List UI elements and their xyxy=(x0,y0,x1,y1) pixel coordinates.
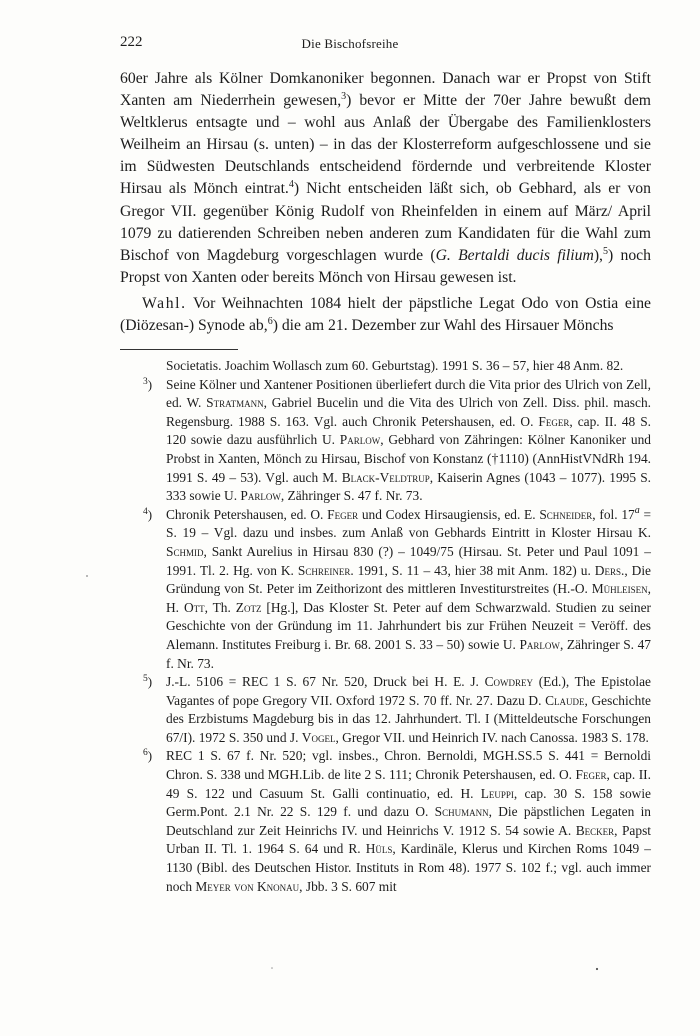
footnotes xyxy=(120,357,651,896)
footnote-5: $^5$) J.-L. 5106 = REC 1 S. 67 Nr. 520, Druck bei H. E. J. Cowdrey (Ed.), The Epistolae Vagantes of pope Gregory VII. Oxford 1972 S. 70 ff. Nr. 27. Dazu D. Claude, Geschichte des Erzbistums Magdeburg bis in das 12. Jahrhundert. Tl. I (Mitteldeutsche Forschungen 67/I). 1972 S. 350 und J. Vogel, Gregor VII. und Heinrich IV. nach Canossa. 1983 S. 178. xyxy=(143,674,651,745)
footnote-3: $^3$) Seine Kölner und Xantener Positionen überliefert durch die Vita prior des Ulrich von Zell, ed. W. Stratmann, Gabriel Bucelin und die Vita des Ulrich von Zell. Diss. phil. masch. Regensburg. 1988 S. 163. Vgl. auch Chronik Petershausen, ed. O. Feger, cap. II. 48 S. 120 sowie dazu ausführlich U. Parlow, Gebhard von Zähringen: Kölner Kanoniker und Probst in Xanten, Mönch zu Hirsau, Bischof von Konstanz (†1110) (AnnHistVNdRh 194. 1991 S. 49 – 53). Vgl. auch M. Black-Veldtrup, Kaiserin Agnes (1043 – 1077). 1995 S. 333 sowie U. Parlow, Zähringer S. 47 f. Nr. 73. xyxy=(143,376,651,504)
footnote-6: $^6$) REC 1 S. 67 f. Nr. 520; vgl. insbes., Chron. Bernoldi, MGH.SS.5 S. 441 = Bernoldi Chron. S. 338 und MGH.Lib. de lite 2 S. 111; Chronik Petershausen, ed. O. Feger, cap. II. 49 S. 122 und Casuum St. Galli continuatio, ed. H. Leuppi, cap. 30 S. 158 sowie Germ.Pont. 2.1 Nr. 22 S. 129 f. und dazu O. Schumann, Die päpstlichen Legaten in Deutschland zur Zeit Heinrichs IV. und Heinrichs V. 1912 S. 54 sowie A. Becker, Papst Urban II. Tl. 1. 1964 S. 64 und R. Hüls, Kardinäle, Klerus und Kirchen Roms 1049 – 1130 (Bibl. des Deutschen Histor. Instituts in Rom 48). 1977 S. 102 f.; vgl. auch immer noch Meyer von Knonau, Jbb. 3 S. 607 mit xyxy=(143,748,652,894)
footnote-continuation: Societatis. Joachim Wollasch zum 60. Geburtstag). 1991 S. 36 – 57, hier 48 Anm. 82. xyxy=(166,358,624,373)
footnote-mark: $^3$) xyxy=(143,376,153,392)
footnote-mark: $^4$) xyxy=(143,506,153,522)
main-text xyxy=(120,68,651,337)
footnote-mark: $^6$) xyxy=(143,748,153,764)
footnote-mark: $^5$) xyxy=(143,674,153,690)
paragraph: Wahl. Vor Weihnachten 1084 hielt der päpstliche Legat Odo von Ostia eine (Diözesan-) Synode ab,$^6$) die am 21. Dezember zur Wahl des Hirsauer Mönchs xyxy=(120,294,651,335)
footnote-4: $^4$) Chronik Petershausen, ed. O. Feger und Codex Hirsaugiensis, ed. E. Schneider, fol. $17^a = S$. 19 – Vgl. dazu und insbes. zum Anlaß von Gebhards Eintritt in Kloster Hirsau K. Schmid, Sankt Aurelius in Hirsau 830 (?) – 1049/75 (Hirsau. St. Peter und Paul 1091 – 1991. Tl. 2. Hg. von K. Schreiner. 1991, S. 11 – 43, hier 38 mit Anm. 182) u. Ders., Die Gründung von St. Peter im Zeithorizont des mittleren Investiturstreites (H.-O. Mühleisen, H. Ott, Th. Zotz [Hg.], Das Kloster St. Peter auf dem Schwarzwald. Studien zu seiner Geschichte von der Gründung im 11. Jahrhundert bis zur Frühen Neuzeit = Veröff. des Alemann. Institutes Freiburg i. Br. 68. 2001 S. 33 – 50) sowie U. Parlow, Zähringer S. 47 f. Nr. 73. xyxy=(143,504,652,671)
section-keyword: Wahl. xyxy=(142,294,187,312)
footnote-ref: 6 xyxy=(267,316,273,328)
footnote-rule xyxy=(120,349,238,350)
footnote-ref: 4 xyxy=(288,179,294,191)
citation-italic: G. Bertaldi ducis filium xyxy=(435,246,594,264)
page-number: 222 xyxy=(120,34,143,50)
paragraph: 60er Jahre als Kölner Domkanoniker begonnen. Danach war er Propst von Stift Xanten am Niederrhein gewesen,$^3$) bevor er Mitte der 70er Jahre bewußt dem Weltklerus entsagte und – wohl aus Anlaß der Übergabe des Familienklosters Weilheim an Hirsau (s. unten) – in das der Klosterreform aufgeschlossene und sie im Südwesten Deutschlands entscheidend fördernde und verbreitende Kloster Hirsau als Mönch eintrat.$^4$) Nicht entscheiden läßt sich, ob Gebhard, als er von Gregor VII. gegenüber König Rudolf von Rheinfelden in einem auf März/ April 1079 zu datierenden Schreiben neben anderen zum Kandidaten für die Wahl zum Bischof von Magdeburg vorgeschlagen wurde (G. Bertaldi ducis filium),$^5$) noch Propst von Xanten oder bereits Mönch von Hirsau gewesen ist. xyxy=(120,70,652,286)
running-head: Die Bischofsreihe xyxy=(301,36,399,51)
footnote-ref: 5 xyxy=(602,245,608,257)
footnote-ref: 3 xyxy=(341,91,347,103)
